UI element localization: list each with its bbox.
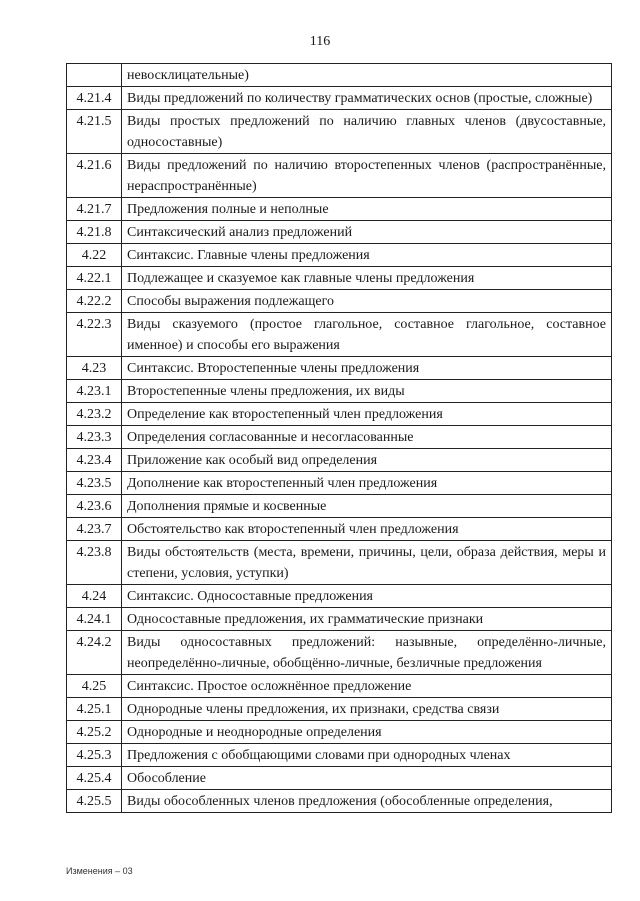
topic-code: 4.21.7 — [67, 198, 122, 221]
table-row — [67, 721, 612, 744]
table-row — [67, 744, 612, 767]
table-row — [67, 790, 612, 813]
topic-title: Виды предложений по наличию второстепенных членов (распространённые, нераспространённые) — [122, 154, 612, 198]
topic-code: 4.23 — [67, 357, 122, 380]
topic-code: 4.22 — [67, 244, 122, 267]
table-row — [67, 154, 612, 198]
topic-title: Второстепенные члены предложения, их виды — [122, 380, 612, 403]
table-row — [67, 221, 612, 244]
topic-code: 4.22.3 — [67, 313, 122, 357]
table-row — [67, 631, 612, 675]
topic-title: Предложения полные и неполные — [122, 198, 612, 221]
topic-title: Виды обстоятельств (места, времени, причины, цели, образа действия, меры и степени, условия, уступки) — [122, 541, 612, 585]
topic-code: 4.23.1 — [67, 380, 122, 403]
topic-title: Синтаксис. Второстепенные члены предложения — [122, 357, 612, 380]
table-row — [67, 472, 612, 495]
topic-code: 4.24 — [67, 585, 122, 608]
topic-title: Синтаксис. Односоставные предложения — [122, 585, 612, 608]
revision-footer: Изменения – 03 — [66, 866, 133, 876]
page-number: 116 — [309, 34, 331, 49]
topic-title: Способы выражения подлежащего — [122, 290, 612, 313]
table-row — [67, 585, 612, 608]
topic-code: 4.25.1 — [67, 698, 122, 721]
topic-code: 4.23.4 — [67, 449, 122, 472]
topic-code: 4.25.5 — [67, 790, 122, 813]
topic-title: невосклицательные) — [122, 64, 612, 87]
table-row — [67, 403, 612, 426]
topics-table — [66, 63, 612, 813]
topic-code: 4.25.3 — [67, 744, 122, 767]
topic-title: Приложение как особый вид определения — [122, 449, 612, 472]
topic-title: Однородные и неоднородные определения — [122, 721, 612, 744]
table-row — [67, 449, 612, 472]
table-row — [67, 608, 612, 631]
topic-title: Виды обособленных членов предложения (обособленные определения, — [122, 790, 612, 813]
table-row — [67, 495, 612, 518]
topic-code: 4.21.8 — [67, 221, 122, 244]
topics-table-body — [67, 64, 612, 813]
table-row — [67, 767, 612, 790]
table-row — [67, 110, 612, 154]
topic-title: Виды сказуемого (простое глагольное, составное глагольное, составное именное) и способы его выражения — [122, 313, 612, 357]
topic-code: 4.21.5 — [67, 110, 122, 154]
topic-title: Дополнение как второстепенный член предложения — [122, 472, 612, 495]
topic-code: 4.21.6 — [67, 154, 122, 198]
topic-title: Подлежащее и сказуемое как главные члены предложения — [122, 267, 612, 290]
topic-code: 4.23.5 — [67, 472, 122, 495]
table-row — [67, 541, 612, 585]
topic-code — [67, 64, 122, 87]
topic-code: 4.22.2 — [67, 290, 122, 313]
topic-code: 4.22.1 — [67, 267, 122, 290]
table-row — [67, 290, 612, 313]
topic-code: 4.23.6 — [67, 495, 122, 518]
topic-code: 4.23.8 — [67, 541, 122, 585]
topic-title: Однородные члены предложения, их признаки, средства связи — [122, 698, 612, 721]
table-row — [67, 244, 612, 267]
table-row — [67, 518, 612, 541]
topic-code: 4.23.3 — [67, 426, 122, 449]
topic-title: Виды односоставных предложений: назывные, определённо-личные, неопределённо-личные, обобщённо-личные, безличные предложения — [122, 631, 612, 675]
topic-title: Обособление — [122, 767, 612, 790]
topic-code: 4.23.2 — [67, 403, 122, 426]
topic-title: Синтаксис. Главные члены предложения — [122, 244, 612, 267]
topic-title: Дополнения прямые и косвенные — [122, 495, 612, 518]
table-row — [67, 675, 612, 698]
table-row — [67, 357, 612, 380]
table-row — [67, 313, 612, 357]
topic-code: 4.24.2 — [67, 631, 122, 675]
topic-title: Предложения с обобщающими словами при однородных членах — [122, 744, 612, 767]
table-row — [67, 426, 612, 449]
topic-title: Определения согласованные и несогласованные — [122, 426, 612, 449]
topic-title: Определение как второстепенный член предложения — [122, 403, 612, 426]
table-row — [67, 380, 612, 403]
topic-title: Односоставные предложения, их грамматические признаки — [122, 608, 612, 631]
table-row — [67, 198, 612, 221]
topic-code: 4.25.4 — [67, 767, 122, 790]
topic-title: Обстоятельство как второстепенный член предложения — [122, 518, 612, 541]
topic-title: Виды простых предложений по наличию главных членов (двусоставные, односоставные) — [122, 110, 612, 154]
topic-code: 4.23.7 — [67, 518, 122, 541]
topic-code: 4.24.1 — [67, 608, 122, 631]
table-row — [67, 698, 612, 721]
topic-code: 4.25.2 — [67, 721, 122, 744]
table-row — [67, 64, 612, 87]
topic-title: Синтаксический анализ предложений — [122, 221, 612, 244]
topic-code: 4.21.4 — [67, 87, 122, 110]
table-row — [67, 87, 612, 110]
topic-title: Виды предложений по количеству грамматических основ (простые, сложные) — [122, 87, 612, 110]
table-row — [67, 267, 612, 290]
topic-title: Синтаксис. Простое осложнённое предложение — [122, 675, 612, 698]
topic-code: 4.25 — [67, 675, 122, 698]
